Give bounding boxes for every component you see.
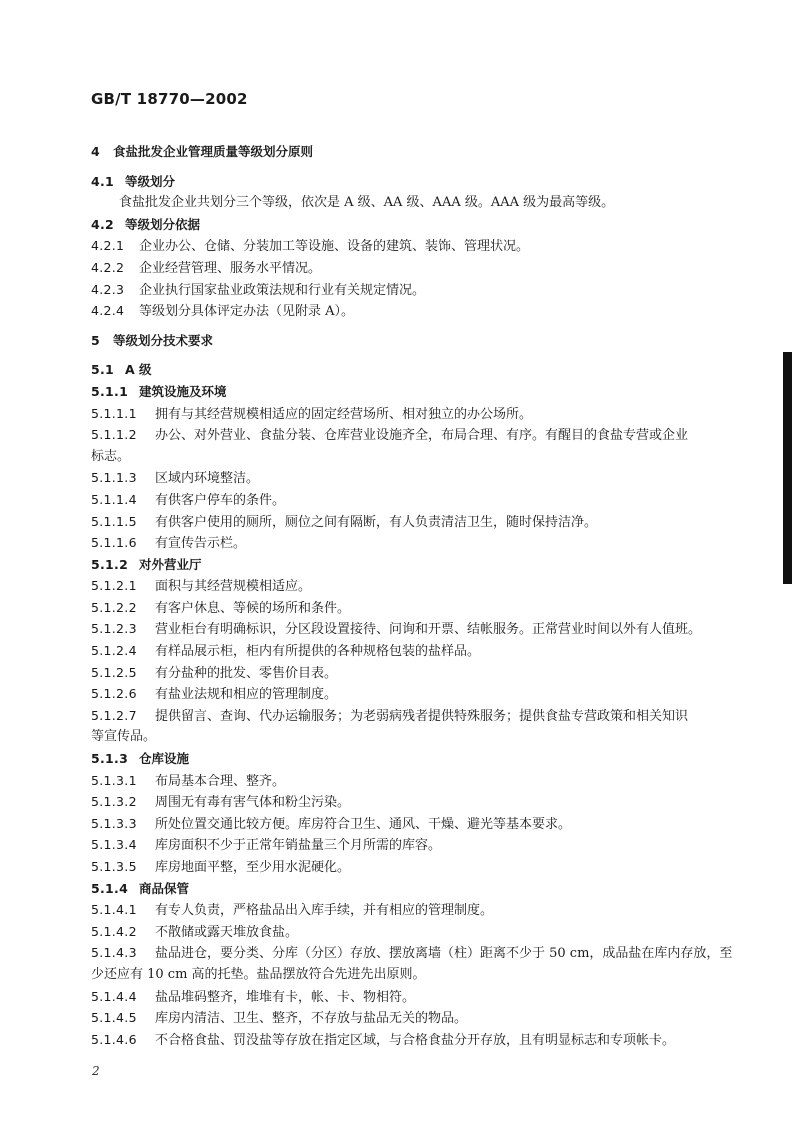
clause-text: 面积与其经营规模相适应。 xyxy=(155,579,312,595)
clause-number: 5.1.1.6 xyxy=(91,535,137,551)
section-5-1-1-heading: 5.1.1 建筑设施及环境 xyxy=(91,383,227,399)
clause-text: 企业执行国家盐业政策法规和行业有关规定情况。 xyxy=(139,282,426,298)
clause-item xyxy=(91,921,731,943)
clause-number: 5.1.4.1 xyxy=(91,902,137,918)
clause-item xyxy=(91,467,731,489)
clause-item xyxy=(91,662,731,684)
clause-item xyxy=(91,489,731,511)
clause-item xyxy=(91,899,731,921)
clause-item xyxy=(91,986,731,1008)
clause-item xyxy=(91,942,731,964)
clause-number: 4.2.1 xyxy=(91,238,125,254)
clause-item xyxy=(91,791,731,813)
section-5-1-2-heading: 5.1.2 对外营业厅 xyxy=(91,556,202,572)
clause-text: 不散储或露天堆放食盐。 xyxy=(155,924,299,940)
clause-number: 5.1.3.1 xyxy=(91,772,137,788)
section-4-1-body: 食盐批发企业共划分三个等级，依次是 A 级、AA 级、AAA 级。AAA 级为最高等级。 xyxy=(119,195,615,211)
clause-text: 有客户休息、等候的场所和条件。 xyxy=(155,600,351,616)
clause-item xyxy=(91,532,731,554)
clause-text-continuation: 标志。 xyxy=(91,448,131,464)
clause-item xyxy=(91,683,731,705)
clause-item xyxy=(91,597,731,619)
clause-text: 库房面积不少于正常年销盐量三个月所需的库容。 xyxy=(155,838,442,854)
section-5-1-4-items xyxy=(91,899,731,1050)
section-5-1-4-heading: 5.1.4 商品保管 xyxy=(91,880,190,896)
clause-text: 有盐业法规和相应的管理制度。 xyxy=(155,687,338,703)
clause-text: 有专人负责，严格盐品出入库手续，并有相应的管理制度。 xyxy=(155,903,494,919)
clause-text: 库房内清洁、卫生、整齐，不存放与盐品无关的物品。 xyxy=(155,1011,468,1027)
section-5-1-2-items xyxy=(91,575,731,748)
clause-text: 办公、对外营业、食盐分装、仓库营业设施齐全，布局合理、有序。有醒目的食盐专营或企业 xyxy=(155,428,689,444)
section-4-heading: 4 食盐批发企业管理质量等级划分原则 xyxy=(91,144,314,159)
clause-text: 有分盐种的批发、零售价目表。 xyxy=(155,665,338,681)
section-5-1-1-items xyxy=(91,403,731,554)
clause-number: 5.1.1.5 xyxy=(91,513,137,529)
clause-number: 5.1.4.5 xyxy=(91,1010,137,1026)
section-5-1-3-heading: 5.1.3 仓库设施 xyxy=(91,751,190,767)
clause-item xyxy=(91,575,731,597)
standard-code: GB/T 18770—2002 xyxy=(91,90,248,108)
page-number: 2 xyxy=(92,1064,100,1078)
clause-number: 5.1.1.1 xyxy=(91,405,137,421)
clause-item xyxy=(91,257,731,279)
clause-number: 5.1.2.1 xyxy=(91,578,137,594)
clause-number: 5.1.2.3 xyxy=(91,621,137,637)
clause-item xyxy=(91,705,731,727)
section-4-2-items xyxy=(91,235,731,321)
clause-text-continuation: 等宣传品。 xyxy=(91,729,157,745)
clause-item xyxy=(91,403,731,425)
document-body xyxy=(91,141,731,1050)
clause-item xyxy=(91,618,731,640)
clause-number: 5.1.4.4 xyxy=(91,988,137,1004)
clause-text: 区域内环境整洁。 xyxy=(155,471,260,487)
clause-text: 营业柜台有明确标识，分区段设置接待、问询和开票、结帐服务。正常营业时间以外有人值班。 xyxy=(155,622,702,638)
clause-item xyxy=(91,770,731,792)
clause-text: 提供留言、查询、代办运输服务；为老弱病残者提供特殊服务；提供食盐专营政策和相关知识 xyxy=(155,708,689,724)
section-5-1-3-items xyxy=(91,770,731,878)
clause-number: 5.1.2.5 xyxy=(91,664,137,680)
clause-number: 5.1.2.6 xyxy=(91,686,137,702)
clause-number: 5.1.3.5 xyxy=(91,859,137,874)
clause-number: 5.1.4.2 xyxy=(91,923,137,939)
clause-number: 5.1.4.3 xyxy=(91,945,137,961)
section-4-2-heading: 4.2 等级划分依据 xyxy=(91,216,201,232)
clause-number: 5.1.4.6 xyxy=(91,1031,137,1047)
clause-item xyxy=(91,1029,731,1051)
clause-item xyxy=(91,511,731,533)
section-5-heading: 5 等级划分技术要求 xyxy=(91,332,214,348)
clause-text: 有样品展示柜，柜内有所提供的各种规格包装的盐样品。 xyxy=(155,644,481,660)
clause-item xyxy=(91,640,731,662)
clause-number: 4.2.4 xyxy=(91,303,125,319)
clause-text: 所处位置交通比较方便。库房符合卫生、通风、干燥、避光等基本要求。 xyxy=(155,816,572,832)
clause-text: 布局基本合理、整齐。 xyxy=(155,773,286,789)
section-5-1-heading: 5.1 A 级 xyxy=(91,362,152,378)
clause-text: 周围无有毒有害气体和粉尘污染。 xyxy=(155,795,351,811)
clause-item xyxy=(91,834,731,856)
clause-text-continuation: 少还应有 10 cm 高的托垫。盐品摆放符合先进先出原则。 xyxy=(91,966,426,982)
clause-text: 等级划分具体评定办法（见附录 A）。 xyxy=(139,304,355,320)
clause-text: 拥有与其经营规模相适应的固定经营场所、相对独立的办公场所。 xyxy=(155,406,533,422)
clause-item xyxy=(91,813,731,835)
clause-number: 4.2.2 xyxy=(91,259,125,275)
clause-text: 库房地面平整，至少用水泥硬化。 xyxy=(155,860,351,875)
clause-text: 不合格食盐、罚没盐等存放在指定区域，与合格食盐分开存放，且有明显标志和专项帐卡。 xyxy=(155,1032,676,1048)
clause-text: 有宣传告示栏。 xyxy=(155,536,247,552)
clause-item xyxy=(91,279,731,301)
section-4-1-heading: 4.1 等级划分 xyxy=(91,173,176,189)
clause-text: 企业经营管理、服务水平情况。 xyxy=(139,260,322,276)
clause-number: 5.1.2.4 xyxy=(91,643,137,659)
clause-item xyxy=(91,300,731,322)
scan-edge-mark xyxy=(783,352,792,584)
clause-item xyxy=(91,235,731,257)
clause-number: 5.1.2.2 xyxy=(91,599,137,615)
clause-text: 有供客户使用的厕所，厕位之间有隔断，有人负责清洁卫生，随时保持洁净。 xyxy=(155,514,598,530)
clause-item xyxy=(91,856,731,878)
clause-number: 4.2.3 xyxy=(91,281,125,297)
clause-text: 企业办公、仓储、分装加工等设施、设备的建筑、装饰、管理状况。 xyxy=(139,239,530,255)
clause-number: 5.1.1.4 xyxy=(91,491,137,507)
clause-number: 5.1.3.2 xyxy=(91,794,137,810)
clause-text: 盐品进仓，要分类、分库（分区）存放、摆放离墙（柱）距离不少于 50 cm，成品盐在库内存放，至 xyxy=(155,946,733,962)
clause-number: 5.1.1.2 xyxy=(91,427,137,443)
clause-number: 5.1.1.3 xyxy=(91,470,137,486)
clause-number: 5.1.3.4 xyxy=(91,837,137,853)
clause-text: 有供客户停车的条件。 xyxy=(155,492,286,508)
clause-number: 5.1.2.7 xyxy=(91,707,137,723)
clause-item xyxy=(91,1007,731,1029)
clause-number: 5.1.3.3 xyxy=(91,815,137,831)
clause-text: 盐品堆码整齐，堆堆有卡，帐、卡、物相符。 xyxy=(155,989,416,1005)
clause-item xyxy=(91,424,731,446)
